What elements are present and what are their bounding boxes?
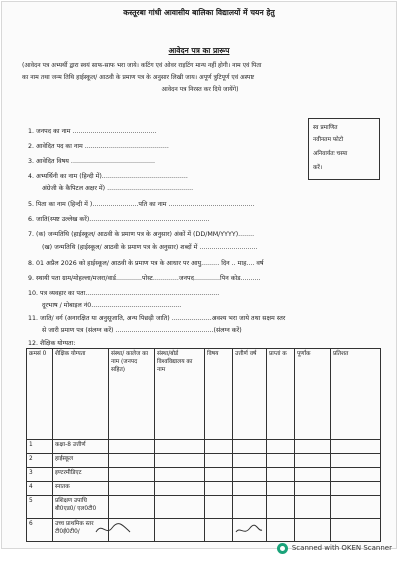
scanner-label: Scanned with OKEN Scanner	[291, 544, 392, 552]
table-row	[27, 440, 381, 454]
row-qualification: प्रशिक्षण उपाधि बी0एड0/ एल0टी0	[53, 496, 109, 519]
instruction-line-2: का नाम तथा जन्म तिथि हाईस्कूल/ आठवी के प्रमाण पत्र के अनुसार लिखी जाय। अपूर्ण त्रुटिपूर्ण एवं अस्पष्ट	[22, 74, 255, 81]
photo-box-line-1: स्व प्रमाणित	[313, 125, 338, 131]
photo-box-line-3: अनिवार्यतः चस्पा	[313, 151, 348, 157]
field-dob-digits: 7. (क) जन्मतिथि (हाईस्कूल/ आठवी के प्रमाण पत्र के अनुसार) अंकों में (DD/MM/YYYY)........	[28, 231, 255, 238]
document-title: कस्तूरबा गांधी आवासीय बालिका विद्यालयों में चयन हेतु	[123, 8, 275, 17]
field-subject: 3. आवेदित विषय ..........................................	[28, 158, 156, 165]
table-row	[27, 454, 381, 468]
table-row	[27, 519, 381, 542]
instruction-line-3: आवेदन पत्र निरस्त कर दिये जायेंगे)	[161, 86, 239, 93]
col-serial: क्रमसं 0	[27, 349, 53, 440]
field-candidate-name-hindi: 4. अभ्यर्थिनी का नाम (हिन्दी में)...........................................	[28, 173, 188, 180]
row-serial: 2	[27, 454, 53, 468]
row-serial: 5	[27, 496, 53, 519]
document-page	[1, 1, 397, 549]
row-serial: 6	[27, 519, 53, 542]
field-father-name: 5. पिता का नाम (हिन्दी में ).......................पति का नाम ...........................................	[28, 201, 255, 208]
field-education-heading: 12. शैक्षिक योग्यता:	[28, 340, 76, 347]
field-certificate: से जारी प्रमाण पत्र (संलग्न करें) .................................................(संलग्न करें)	[42, 327, 242, 334]
row-qualification: स्नातक	[53, 482, 109, 496]
instructions-paragraph	[22, 60, 378, 96]
table-row	[27, 496, 381, 519]
education-table	[26, 348, 381, 542]
field-category: 11. जाति/ वर्ग (अनारक्षित या अनुसूजाति, अन्य पिछड़ी जाति) ....................अवश्य भरा जाये तथा सक्षम स्तर	[28, 315, 286, 322]
field-correspondence-address: 10. पत्र व्यवहार का पता...................................................................	[28, 290, 220, 297]
col-board: संस्था/बोर्ड विश्वविद्यालय का नाम	[155, 349, 205, 440]
field-district: 1. जनपद का नाम ..........................................	[28, 128, 157, 135]
field-caste: 6. जाति(स्पष्ट उल्लेख करें)............................................................	[28, 216, 210, 223]
field-permanent-address: 9. स्थायी पता ग्राम/मोहल्ला/मजरा/वार्ड.............पोस्ट.............जनपद.............पिन कोड..........	[28, 275, 261, 282]
field-candidate-name-english: अंग्रेजी के कैपिटल अक्षर में) ...........................................	[42, 185, 194, 192]
instruction-line-1: (आवेदन पत्र अभ्यर्थी द्वारा स्वयं साफ-साफ भरा जाये। कटिंग एवं ओवर राइटिंग मान्य नहीं होगी। नाम एवं पिता	[22, 62, 262, 69]
photo-box-line-2: नवीनतम फोटो	[313, 137, 344, 143]
field-mobile: दूरभाष / मोबाइल नं0.............................................	[42, 302, 182, 309]
col-qualification: शैक्षिक योग्यता	[53, 349, 109, 440]
field-dob-words: (ख) जन्मतिथि (हाईस्कूल/ आठवी के प्रमाण पत्र के अनुसार) शब्दों में .............................	[42, 244, 258, 251]
scanner-watermark	[277, 541, 392, 555]
row-qualification: कक्षा-8 उत्तीर्ण	[53, 440, 109, 454]
table-row	[27, 482, 381, 496]
row-serial: 4	[27, 482, 53, 496]
col-percentage: प्रतिशत	[331, 349, 381, 440]
col-subject: विषय	[205, 349, 233, 440]
table-header-row	[27, 349, 381, 440]
row-qualification: हाईस्कूल	[53, 454, 109, 468]
table-row	[27, 468, 381, 482]
col-marks-obtained: प्राप्तां क	[267, 349, 295, 440]
form-title: आवेदन पत्र का प्रारूप	[168, 46, 230, 55]
row-qualification: उच्च प्राथमिक स्तर टी0ई0टी0/	[53, 519, 109, 542]
col-year: उत्तीर्ण वर्ष	[233, 349, 267, 440]
row-serial: 1	[27, 440, 53, 454]
scanner-logo-icon	[277, 543, 288, 554]
field-post-applied: 2. आवेदित पद का नाम ..........................................	[28, 143, 169, 150]
signature-mark-2	[234, 522, 264, 538]
col-institution: संस्था/ कालेज का नाम (जनपद सहित)	[109, 349, 155, 440]
photo-box	[308, 118, 380, 180]
row-qualification: इण्टरमीडिएट	[53, 468, 109, 482]
row-serial: 3	[27, 468, 53, 482]
field-age: 8. 01 अप्रैल 2026 को हाईस्कूल/ आठवी के प्रमाण पत्र के आधार पर आयु......... दिन .. माह.... वर्ष	[28, 260, 264, 267]
col-max-marks: पूर्णांक	[295, 349, 331, 440]
signature-mark	[94, 520, 134, 538]
photo-box-line-4: करें।	[313, 165, 323, 171]
